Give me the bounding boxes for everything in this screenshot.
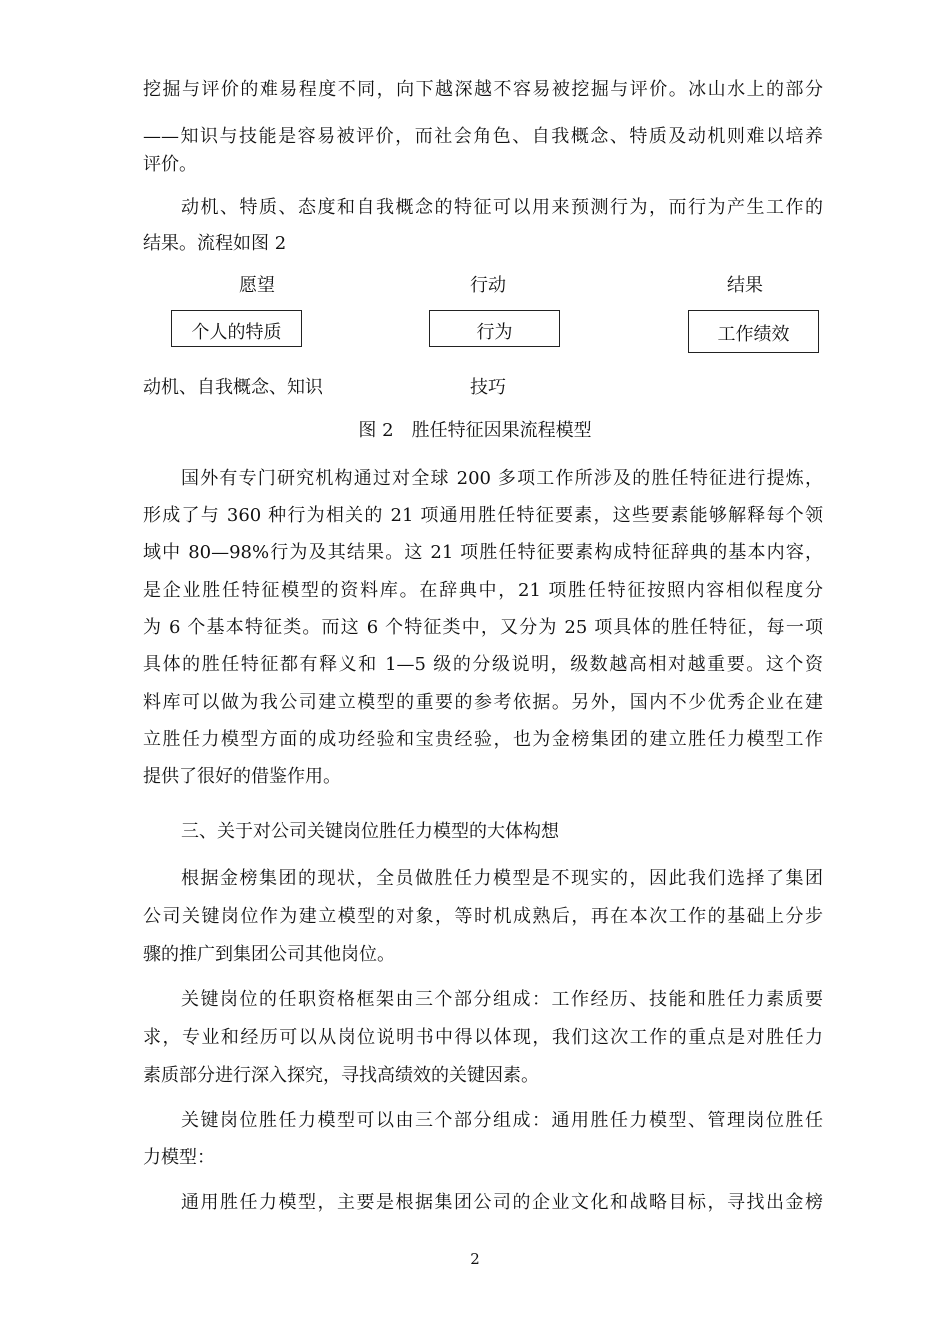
diagram-below-left: 动机、自我概念、知识: [143, 377, 323, 398]
paragraph-line: 域中 80—98%行为及其结果。这 21 项胜任特征要素构成特征辞典的基本内容，: [143, 542, 823, 563]
diagram-box-label: 个人的特质: [191, 322, 282, 343]
paragraph-line: 结果。流程如图 2: [143, 233, 287, 254]
diagram-box-label: 行为: [476, 322, 513, 343]
paragraph-line: 通用胜任力模型，主要是根据集团公司的企业文化和战略目标，寻找出金榜: [181, 1192, 823, 1213]
paragraph-line: 国外有专门研究机构通过对全球 200 多项工作所涉及的胜任特征进行提炼，: [181, 468, 823, 489]
section-heading: 三、关于对公司关键岗位胜任力模型的大体构想: [181, 821, 559, 842]
paragraph-line: 挖掘与评价的难易程度不同，向下越深越不容易被挖掘与评价。冰山水上的部分: [143, 79, 823, 100]
paragraph-line: 料库可以做为我公司建立模型的重要的参考依据。另外，国内不少优秀企业在建: [143, 692, 823, 713]
page-number: 2: [470, 1250, 480, 1268]
paragraph-line: 力模型：: [143, 1147, 215, 1168]
paragraph-line: ——知识与技能是容易被评价，而社会角色、自我概念、特质及动机则难以培养: [143, 126, 823, 147]
diagram-box-label: 工作绩效: [717, 324, 790, 345]
paragraph-line: 公司关键岗位作为建立模型的对象，等时机成熟后，再在本次工作的基础上分步: [143, 906, 823, 927]
diagram-below-middle: 技巧: [470, 377, 506, 398]
figure-caption: 图 2 胜任特征因果流程模型: [358, 420, 592, 441]
diagram-box-personal-traits: [171, 310, 302, 347]
diagram-box-behavior: [429, 310, 560, 347]
paragraph-line: 为 6 个基本特征类。而这 6 个特征类中，又分为 25 项具体的胜任特征，每一项: [143, 617, 823, 638]
diagram-box-performance: [688, 310, 819, 353]
paragraph-line: 评价。: [143, 154, 197, 175]
paragraph-line: 立胜任力模型方面的成功经验和宝贵经验，也为金榜集团的建立胜任力模型工作: [143, 729, 823, 750]
diagram-header-result: 结果: [727, 275, 763, 296]
paragraph-line: 关键岗位胜任力模型可以由三个部分组成：通用胜任力模型、管理岗位胜任: [181, 1110, 823, 1131]
paragraph-line: 根据金榜集团的现状，全员做胜任力模型是不现实的，因此我们选择了集团: [181, 868, 823, 889]
paragraph-line: 具体的胜任特征都有释义和 1—5 级的分级说明，级数越高相对越重要。这个资: [143, 654, 823, 675]
diagram-header-action: 行动: [470, 275, 506, 296]
paragraph-line: 素质部分进行深入探究，寻找高绩效的关键因素。: [143, 1065, 539, 1086]
paragraph-line: 求，专业和经历可以从岗位说明书中得以体现，我们这次工作的重点是对胜任力: [143, 1027, 823, 1048]
paragraph-line: 关键岗位的任职资格框架由三个部分组成：工作经历、技能和胜任力素质要: [181, 989, 823, 1010]
paragraph-line: 动机、特质、态度和自我概念的特征可以用来预测行为，而行为产生工作的: [181, 197, 823, 218]
paragraph-line: 是企业胜任特征模型的资料库。在辞典中，21 项胜任特征按照内容相似程度分: [143, 580, 823, 601]
paragraph-line: 提供了很好的借鉴作用。: [143, 766, 341, 787]
paragraph-line: 骤的推广到集团公司其他岗位。: [143, 944, 395, 965]
diagram-header-wish: 愿望: [239, 275, 275, 296]
paragraph-line: 形成了与 360 种行为相关的 21 项通用胜任特征要素，这些要素能够解释每个领: [143, 505, 823, 526]
